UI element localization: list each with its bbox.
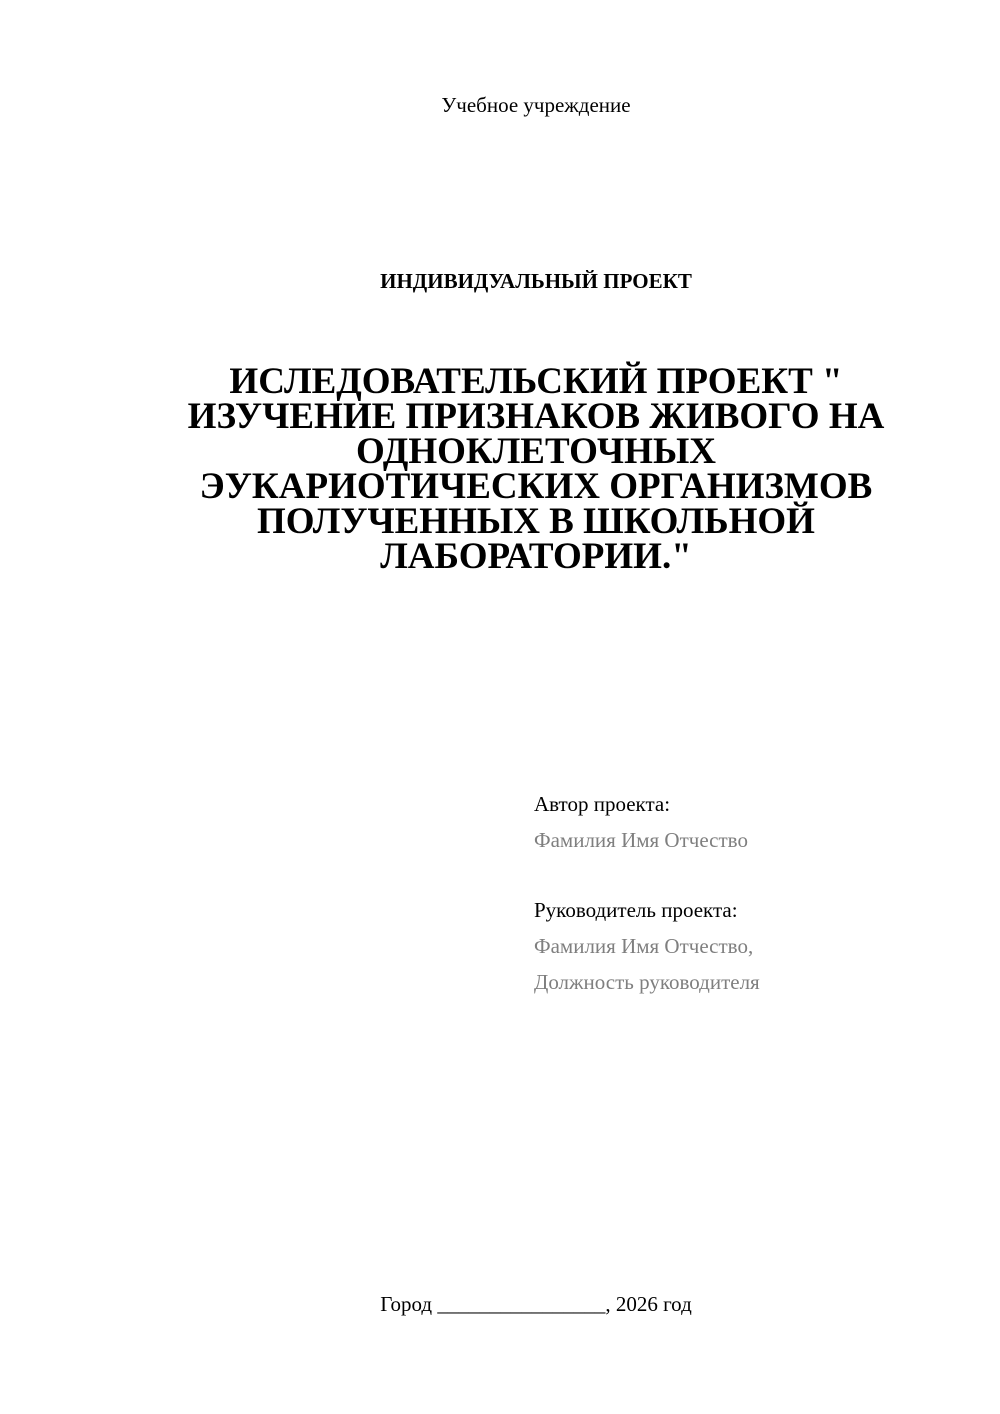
project-title-line: ИЗУЧЕНИЕ ПРИЗНАКОВ ЖИВОГО НА: [187, 396, 885, 437]
author-block: [534, 786, 748, 858]
institution-name: Учебное учреждение: [441, 93, 631, 117]
project-title-line: ПОЛУЧЕННЫХ В ШКОЛЬНОЙ: [257, 501, 815, 542]
city-year-footer: Город ________________, 2026 год: [380, 1292, 692, 1316]
project-type-heading: ИНДИВИДУАЛЬНЫЙ ПРОЕКТ: [380, 269, 692, 293]
project-title-line: ЭУКАРИОТИЧЕСКИХ ОРГАНИЗМОВ: [199, 466, 873, 507]
project-title-line: ОДНОКЛЕТОЧНЫХ: [355, 431, 717, 472]
author-label: Автор проекта:: [534, 792, 671, 816]
project-title-line: ЛАБОРАТОРИИ.": [380, 536, 692, 577]
project-title: [150, 361, 922, 577]
supervisor-position: Должность руководителя: [534, 970, 760, 994]
supervisor-name: Фамилия Имя Отчество,: [534, 934, 754, 958]
supervisor-block: [534, 892, 760, 1000]
supervisor-label: Руководитель проекта:: [534, 898, 738, 922]
author-name: Фамилия Имя Отчество: [534, 828, 748, 852]
project-title-line: ИСЛЕДОВАТЕЛЬСКИЙ ПРОЕКТ ": [229, 361, 843, 402]
